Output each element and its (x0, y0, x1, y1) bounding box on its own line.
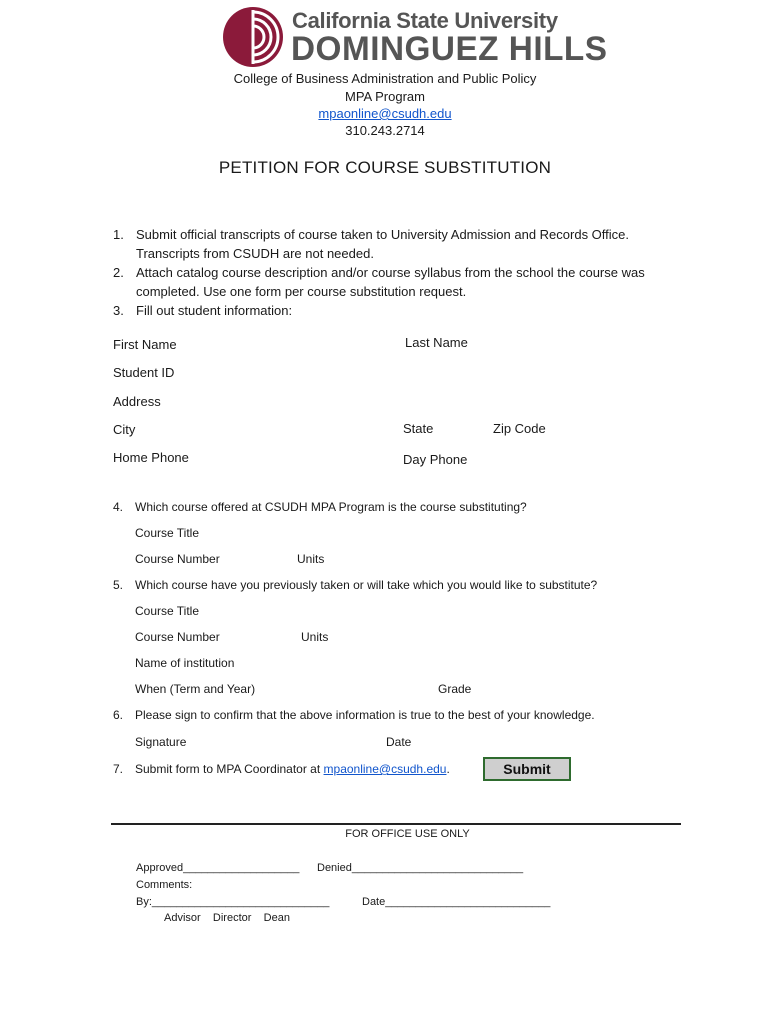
instruction-2-num: 2. (113, 265, 124, 280)
section-7-num: 7. (113, 762, 124, 776)
section-6-text: Please sign to confirm that the above information is true to the best of your knowledge. (135, 708, 595, 722)
section-4-question: Which course offered at CSUDH MPA Program is the course substituting? (135, 500, 527, 514)
header-phone: 310.243.2714 (345, 123, 425, 138)
section-5-course-number-label: Course Number (135, 630, 220, 644)
college-name: College of Business Administration and Public Policy (233, 71, 537, 86)
by-line: By:_____________________________ (136, 896, 330, 908)
section-5-units-label: Units (301, 630, 329, 644)
submit-button[interactable]: Submit (483, 757, 571, 781)
section-5-when-label: When (Term and Year) (135, 682, 256, 696)
office-date-line: Date___________________________ (362, 896, 551, 908)
instruction-2-line1: Attach catalog course description and/or course syllabus from the school the course was (136, 265, 645, 280)
city-label: City (113, 422, 136, 437)
instruction-1-num: 1. (113, 227, 124, 242)
signature-label: Signature (135, 735, 187, 749)
office-use-heading: FOR OFFICE USE ONLY (345, 828, 470, 840)
instruction-2-line2: completed. Use one form per course substitution request. (136, 284, 467, 299)
section-5-course-title-label: Course Title (135, 604, 200, 618)
section-5-institution-label: Name of institution (135, 656, 235, 670)
office-divider (111, 823, 681, 825)
logo-university-line: California State University (292, 8, 558, 33)
instruction-3-num: 3. (113, 303, 124, 318)
section-5-grade-label: Grade (438, 682, 472, 696)
approved-line: Approved___________________ (136, 862, 300, 874)
instruction-1-line1: Submit official transcripts of course taken to University Admission and Records Office. (136, 227, 630, 242)
home-phone-label: Home Phone (113, 450, 189, 465)
section-4-units-label: Units (297, 552, 325, 566)
state-label: State (403, 421, 434, 436)
section-5-question: Which course have you previously taken or will take which you would like to substitute? (135, 578, 598, 592)
section-7-line (135, 762, 450, 776)
section-7-period: . (446, 762, 450, 776)
office-roles: Advisor Director Dean (164, 912, 290, 924)
comments-label: Comments: (136, 879, 193, 891)
logo-campus-line: DOMINGUEZ HILLS (291, 30, 608, 68)
program-name: MPA Program (345, 89, 425, 104)
denied-line: Denied____________________________ (317, 862, 524, 874)
instruction-3-line1: Fill out student information: (136, 303, 293, 318)
instruction-1-line2: Transcripts from CSUDH are not needed. (136, 246, 374, 261)
csudh-logo-icon (222, 6, 284, 68)
coordinator-email-link[interactable]: mpaonline@csudh.edu (323, 762, 447, 776)
section-5-num: 5. (113, 578, 124, 592)
last-name-label: Last Name (405, 335, 468, 350)
student-id-label: Student ID (113, 365, 175, 380)
header-email-link[interactable]: mpaonline@csudh.edu (318, 106, 452, 121)
zip-code-label: Zip Code (493, 421, 546, 436)
header-email-link-wrap (0, 106, 770, 121)
section-4-course-title-label: Course Title (135, 526, 200, 540)
day-phone-label: Day Phone (403, 452, 468, 467)
section-4-num: 4. (113, 500, 124, 514)
first-name-label: First Name (113, 337, 177, 352)
signature-date-label: Date (386, 735, 412, 749)
section-7-text: Submit form to MPA Coordinator at (135, 762, 324, 776)
page-title: PETITION FOR COURSE SUBSTITUTION (218, 158, 552, 177)
section-6-num: 6. (113, 708, 124, 722)
address-label: Address (113, 394, 161, 409)
section-4-course-number-label: Course Number (135, 552, 220, 566)
